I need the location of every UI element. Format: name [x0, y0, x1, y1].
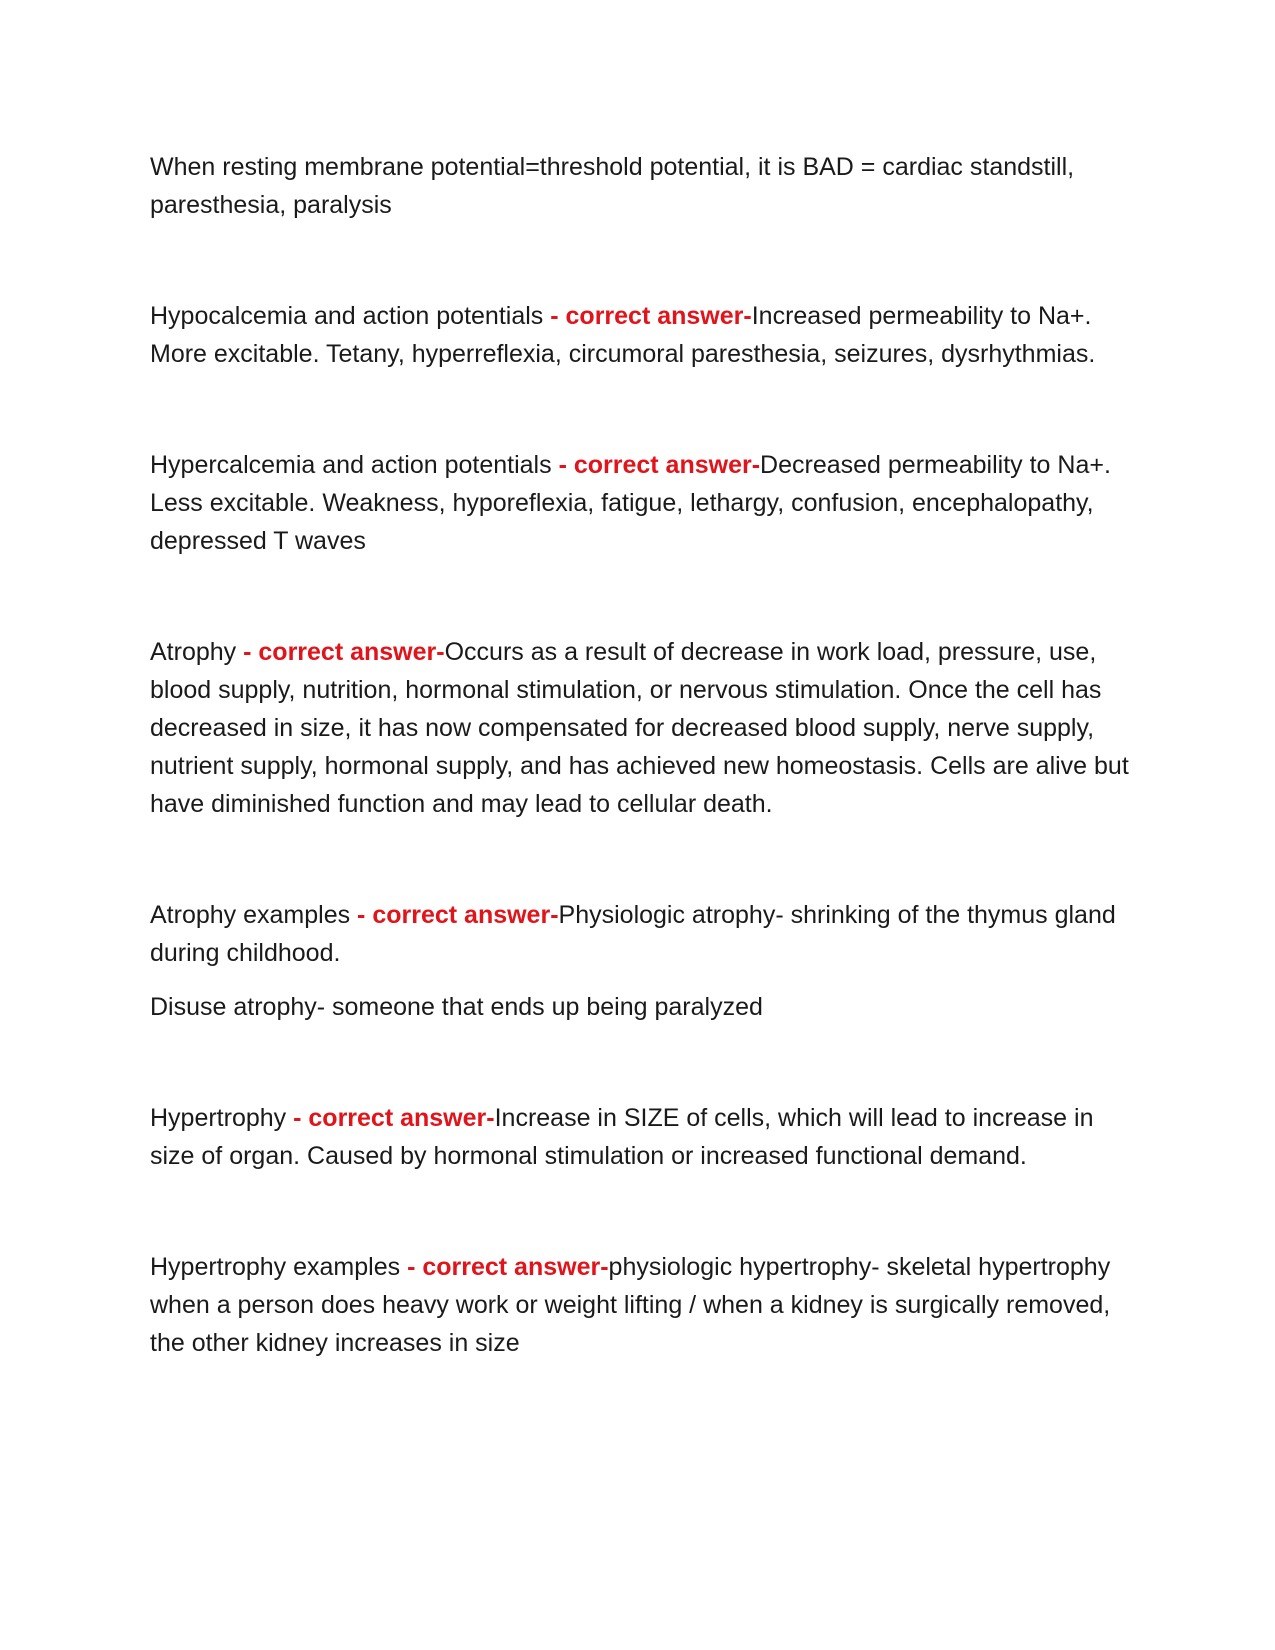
entry-text — [150, 297, 1130, 373]
entry-text — [150, 148, 1130, 224]
entry-term: Hypertrophy examples — [150, 1253, 401, 1281]
entry-text — [150, 1248, 1130, 1362]
entry-text — [150, 446, 1130, 560]
document-body — [150, 148, 1130, 1435]
correct-answer-separator: - correct answer- — [400, 1253, 609, 1281]
correct-answer-separator: - correct answer- — [350, 901, 559, 929]
entry-text — [150, 633, 1130, 823]
note-entry-hypocalcemia — [150, 297, 1130, 373]
note-entry-resting-potential — [150, 148, 1130, 224]
entry-term: Atrophy — [150, 638, 237, 666]
entry-term: Hypertrophy — [150, 1104, 287, 1132]
entry-answer: Decreased permeability to Na+. Less excitable. Weakness, hyporeflexia, fatigue, lethargy, confusion, encephalopathy, depressed T waves — [150, 451, 1111, 555]
entry-extra: Disuse atrophy- someone that ends up being paralyzed — [150, 993, 763, 1021]
entry-intro: When resting membrane potential=threshold potential, it is BAD = cardiac standstill, paresthesia, paralysis — [150, 153, 1075, 219]
entry-term: Hypocalcemia and action potentials — [150, 302, 544, 330]
correct-answer-separator: - correct answer- — [543, 302, 752, 330]
note-entry-atrophy — [150, 633, 1130, 823]
correct-answer-separator: - correct answer- — [286, 1104, 495, 1132]
entry-answer: Increase in SIZE of cells, which will lead to increase in size of organ. Caused by hormonal stimulation or increased functional demand. — [150, 1104, 1094, 1170]
entry-text — [150, 896, 1130, 972]
entry-term: Hypercalcemia and action potentials — [150, 451, 552, 479]
entry-answer: physiologic hypertrophy- skeletal hypertrophy when a person does heavy work or weight lifting / when a kidney is surgically removed, the other kidney increases in size — [150, 1253, 1111, 1357]
entry-text — [150, 1099, 1130, 1175]
entry-extra-text — [150, 988, 1130, 1026]
entry-answer: Increased permeability to Na+. More excitable. Tetany, hyperreflexia, circumoral paresthesia, seizures, dysrhythmias. — [150, 302, 1096, 368]
note-entry-hypertrophy — [150, 1099, 1130, 1175]
note-entry-hypertrophy-examples — [150, 1248, 1130, 1362]
correct-answer-separator: - correct answer- — [551, 451, 761, 479]
entry-answer: Physiologic atrophy- shrinking of the thymus gland during childhood. — [150, 901, 1116, 967]
entry-answer: Occurs as a result of decrease in work load, pressure, use, blood supply, nutrition, hormonal stimulation, or nervous stimulation. Once the cell has decreased in size, it has now compensated for decreased blood supply, nerve supply, nutrient supply, hormonal supply, and has achieved new homeostasis. Cells are alive but have diminished function and may lead to cellular death. — [150, 638, 1129, 818]
entry-term: Atrophy examples — [150, 901, 351, 929]
note-entry-hypercalcemia — [150, 446, 1130, 560]
correct-answer-separator: - correct answer- — [236, 638, 445, 666]
note-entry-atrophy-examples — [150, 896, 1130, 1026]
